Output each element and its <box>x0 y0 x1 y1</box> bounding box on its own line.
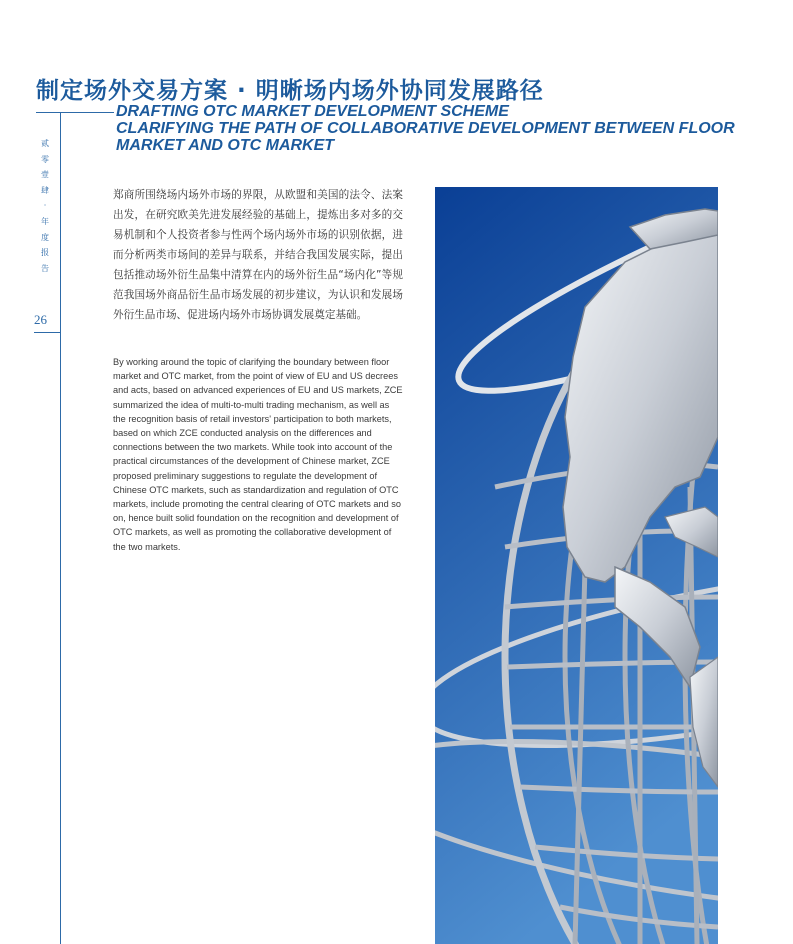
side-char: 告 <box>41 263 49 273</box>
side-divider <box>60 112 61 944</box>
side-char: · <box>43 201 47 211</box>
side-char: 壹 <box>41 170 49 180</box>
subtitle-line-2: CLARIFYING THE PATH OF COLLABORATIVE DEVELOPMENT BETWEEN FLOOR <box>116 120 735 137</box>
side-char: 报 <box>41 248 49 258</box>
report-year-label <box>38 136 52 276</box>
side-char: 度 <box>41 232 49 242</box>
unisphere-globe-photo <box>435 187 718 944</box>
side-char: 肆 <box>41 185 49 195</box>
subtitle-line-1: DRAFTING OTC MARKET DEVELOPMENT SCHEME <box>116 103 509 120</box>
side-char: 零 <box>41 154 49 164</box>
title-divider <box>36 112 114 113</box>
page-title: 制定场外交易方案 · 明晰场内场外协同发展路径 <box>36 78 544 104</box>
side-char: 年 <box>41 216 49 226</box>
side-char: 贰 <box>41 139 49 148</box>
page-number-divider <box>34 332 60 333</box>
globe-illustration <box>435 187 718 944</box>
page-subtitle <box>116 103 735 154</box>
page-number: 26 <box>34 312 47 327</box>
subtitle-line-3: MARKET AND OTC MARKET <box>116 137 335 154</box>
body-paragraph-english: By working around the topic of clarifying the boundary between floor market and OTC market, from the point of view of EU and US decrees and acts, based on advanced experiences of EU and US markets, ZCE summarized the idea of multi-to-multi trading mechanism, as well as the recognition basis of retail investors' participation to both markets, based on which ZCE conducted analysis on the differences and connections between the two markets. While took into account of the practical circumstances of the development of Chinese market, ZCE proposed preliminary suggestions to regulate the development of Chinese OTC markets, such as standardization and regulation of OTC markets, include promoting the central clearing of OTC markets and so on, hence built solid foundation on the recognition and development of OTC markets, as well as promoting the collaborative development of the two markets. <box>113 357 403 552</box>
body-paragraph-chinese: 郑商所围绕场内场外市场的界限，从欧盟和美国的法令、法案出发，在研究欧美先进发展经验的基础上，提炼出多对多的交易机制和个人投资者参与性两个场内场外市场的识别依据，进而分析两类市场间的差异与联系，并结合我国发展实际，提出包括推动场外衍生品集中清算在内的场外衍生品“场内化”等规范我国场外商品衍生品市场发展的初步建议，为认识和发展场外衍生品市场、促进场内场外市场协调发展奠定基础。 <box>113 189 403 321</box>
